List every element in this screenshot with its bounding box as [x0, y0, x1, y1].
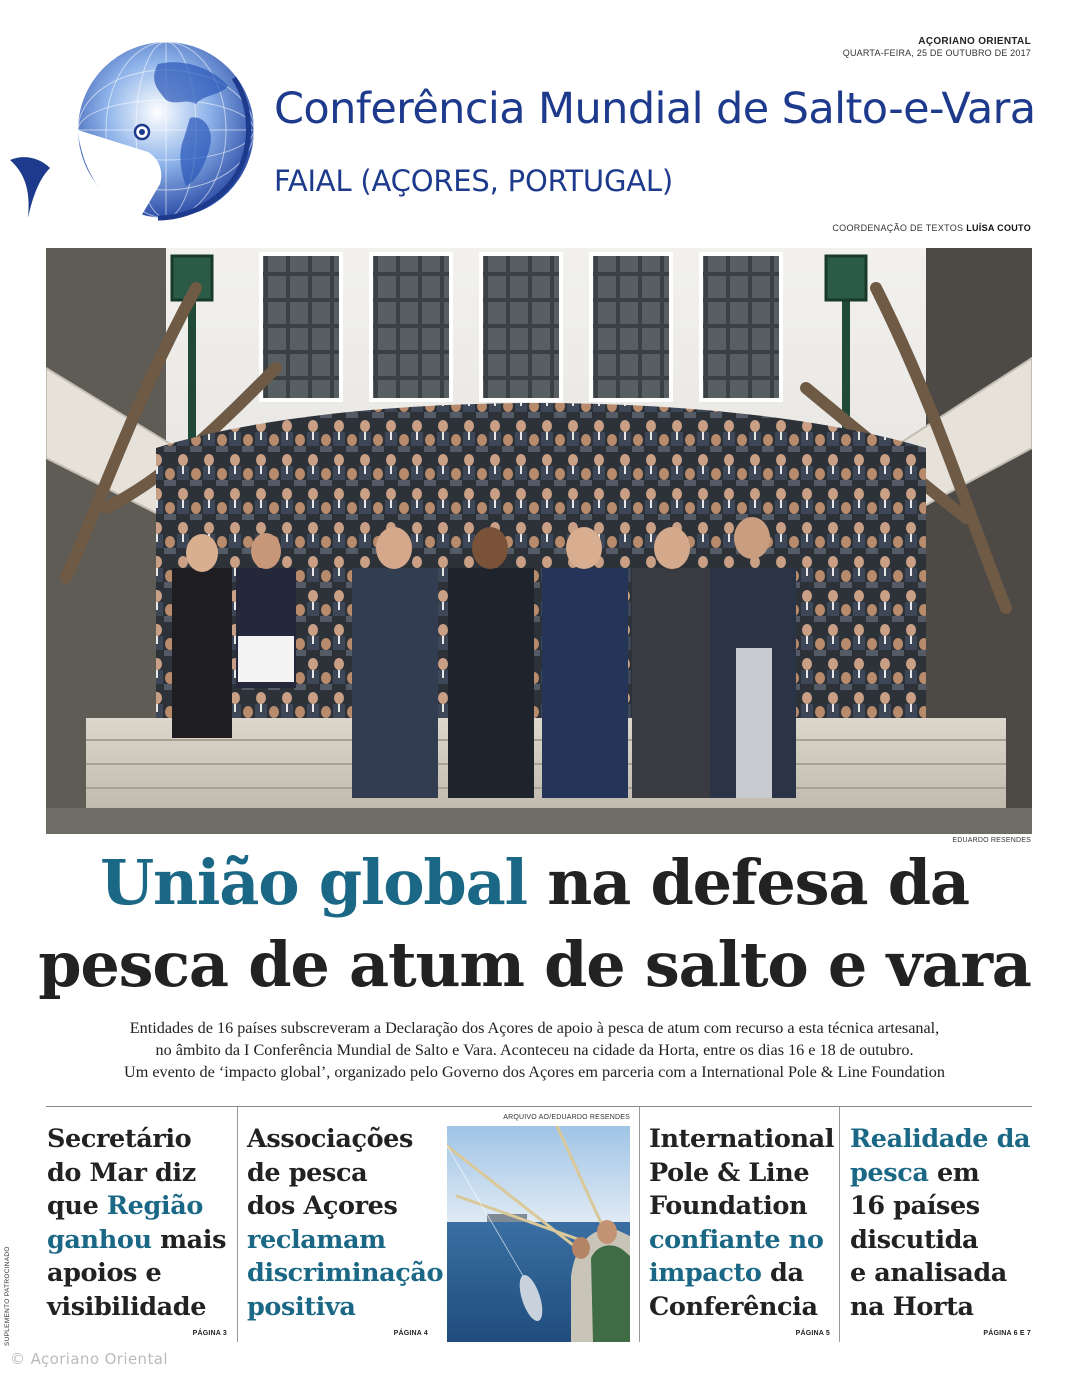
publication-name: AÇORIANO ORIENTAL — [918, 36, 1031, 47]
page-reference[interactable]: PÁGINA 3 — [192, 1330, 227, 1337]
teaser-line — [649, 1224, 834, 1258]
sponsored-supplement-label: SUPLEMENTO PATROCINADO — [4, 1246, 11, 1346]
teaser-text: Secretário — [47, 1124, 192, 1154]
teaser-text: do Mar diz — [47, 1157, 196, 1188]
teaser-line — [247, 1224, 443, 1258]
teaser-text: apoios e — [47, 1258, 162, 1288]
headline-highlight: União global — [100, 846, 527, 919]
supplement-subtitle: FAIAL (AÇORES, PORTUGAL) — [274, 164, 673, 198]
teaser-line — [47, 1291, 226, 1325]
teaser-secretario-do-mar[interactable] — [47, 1123, 226, 1324]
teaser-line — [649, 1257, 834, 1291]
teaser-realidade-da-pesca[interactable] — [850, 1123, 1030, 1324]
main-photo-credit: EDUARDO RESENDES — [952, 837, 1031, 844]
teaser-line — [47, 1190, 226, 1224]
teaser-highlight: impacto — [649, 1258, 762, 1288]
teaser-text: Conferência — [649, 1291, 818, 1322]
teaser-highlight: pesca — [850, 1157, 929, 1188]
teaser-line — [47, 1224, 226, 1258]
column-divider — [839, 1107, 840, 1342]
teaser-line — [47, 1257, 226, 1291]
teaser-highlight: discriminação — [247, 1258, 444, 1288]
copyright-watermark: © Açoriano Oriental — [10, 1350, 168, 1368]
teaser-line — [47, 1123, 226, 1157]
teaser-line — [850, 1157, 1030, 1191]
teaser-associacoes-de-pesca[interactable] — [247, 1123, 443, 1324]
column-divider — [237, 1107, 238, 1342]
teaser-line — [247, 1157, 443, 1191]
teaser-text: Pole & Line — [649, 1157, 810, 1188]
lead-line: no âmbito da I Conferência Mundial de Salto e Vara. Aconteceu na cidade da Horta, entre os dias 16 e 18 de outubro. — [155, 1041, 914, 1059]
column-divider — [639, 1107, 640, 1342]
fish-photo-credit: ARQUIVO AO/EDUARDO RESENDES — [503, 1114, 630, 1121]
teaser-line — [47, 1157, 226, 1191]
lead-line: Entidades de 16 países subscreveram a Declaração dos Açores de apoio à pesca de atum com recurso a esta técnica artesanal, — [129, 1019, 940, 1037]
teaser-line — [850, 1257, 1030, 1291]
teaser-line — [649, 1123, 834, 1157]
section-divider — [46, 1106, 1032, 1107]
teaser-line — [649, 1291, 834, 1325]
teaser-text: dos Açores — [247, 1191, 398, 1221]
teaser-text: em — [928, 1157, 980, 1188]
teaser-text: visibilidade — [47, 1291, 207, 1322]
teaser-highlight: positiva — [247, 1291, 356, 1322]
coordination-label: COORDENAÇÃO DE TEXTOS — [832, 223, 964, 233]
coordination-credit — [832, 223, 1031, 233]
teaser-highlight: Realidade da — [850, 1124, 1031, 1154]
teaser-highlight: ganhou — [47, 1224, 152, 1255]
page-reference[interactable]: PÁGINA 4 — [393, 1330, 428, 1337]
publication-date: QUARTA-FEIRA, 25 DE OUTUBRO DE 2017 — [842, 48, 1031, 58]
headline-line-1 — [0, 846, 1069, 919]
teaser-line — [850, 1190, 1030, 1224]
lead-line: Um evento de ‘impacto global’, organizado pelo Governo dos Açores em parceria com a International Pole & Line Foundation — [124, 1063, 945, 1081]
teaser-text: que — [47, 1191, 107, 1221]
teaser-line — [850, 1291, 1030, 1325]
teaser-highlight: Região — [106, 1191, 203, 1221]
teaser-text: de pesca — [247, 1157, 368, 1188]
teaser-line — [649, 1190, 834, 1224]
masthead — [843, 36, 1031, 58]
teaser-highlight: reclamam — [247, 1224, 386, 1255]
headline-line-1-rest: na defesa da — [526, 846, 969, 919]
teaser-line — [247, 1291, 443, 1325]
page-reference[interactable]: PÁGINA 6 E 7 — [983, 1330, 1031, 1337]
globe-fish-logo — [8, 34, 258, 226]
page-reference[interactable]: PÁGINA 5 — [795, 1330, 830, 1337]
teaser-text: International — [649, 1124, 834, 1154]
headline-line-2: pesca de atum de salto e vara — [38, 928, 1031, 1001]
teaser-highlight: confiante no — [649, 1224, 824, 1255]
teaser-line — [649, 1157, 834, 1191]
teaser-text: Foundation — [649, 1191, 808, 1221]
teaser-text: e analisada — [850, 1258, 1007, 1288]
teaser-text: discutida — [850, 1224, 979, 1255]
teaser-text: 16 países — [850, 1191, 980, 1221]
teaser-line — [247, 1123, 443, 1157]
teaser-text: Associações — [247, 1124, 413, 1154]
supplement-title: Conferência Mundial de Salto-e-Vara — [274, 84, 1036, 134]
teaser-line — [247, 1190, 443, 1224]
teaser-line — [247, 1257, 443, 1291]
pole-line-fishing-photo — [447, 1126, 630, 1342]
main-group-photo — [46, 248, 1032, 834]
teaser-text: mais — [151, 1224, 227, 1255]
teaser-international-pole-line[interactable] — [649, 1123, 834, 1324]
teaser-line — [850, 1224, 1030, 1258]
coordinator-name: LUÍSA COUTO — [966, 223, 1031, 233]
lead-paragraph — [0, 1017, 1069, 1083]
teaser-line — [850, 1123, 1030, 1157]
teaser-text: da — [761, 1258, 804, 1288]
teaser-text: na Horta — [850, 1291, 974, 1322]
